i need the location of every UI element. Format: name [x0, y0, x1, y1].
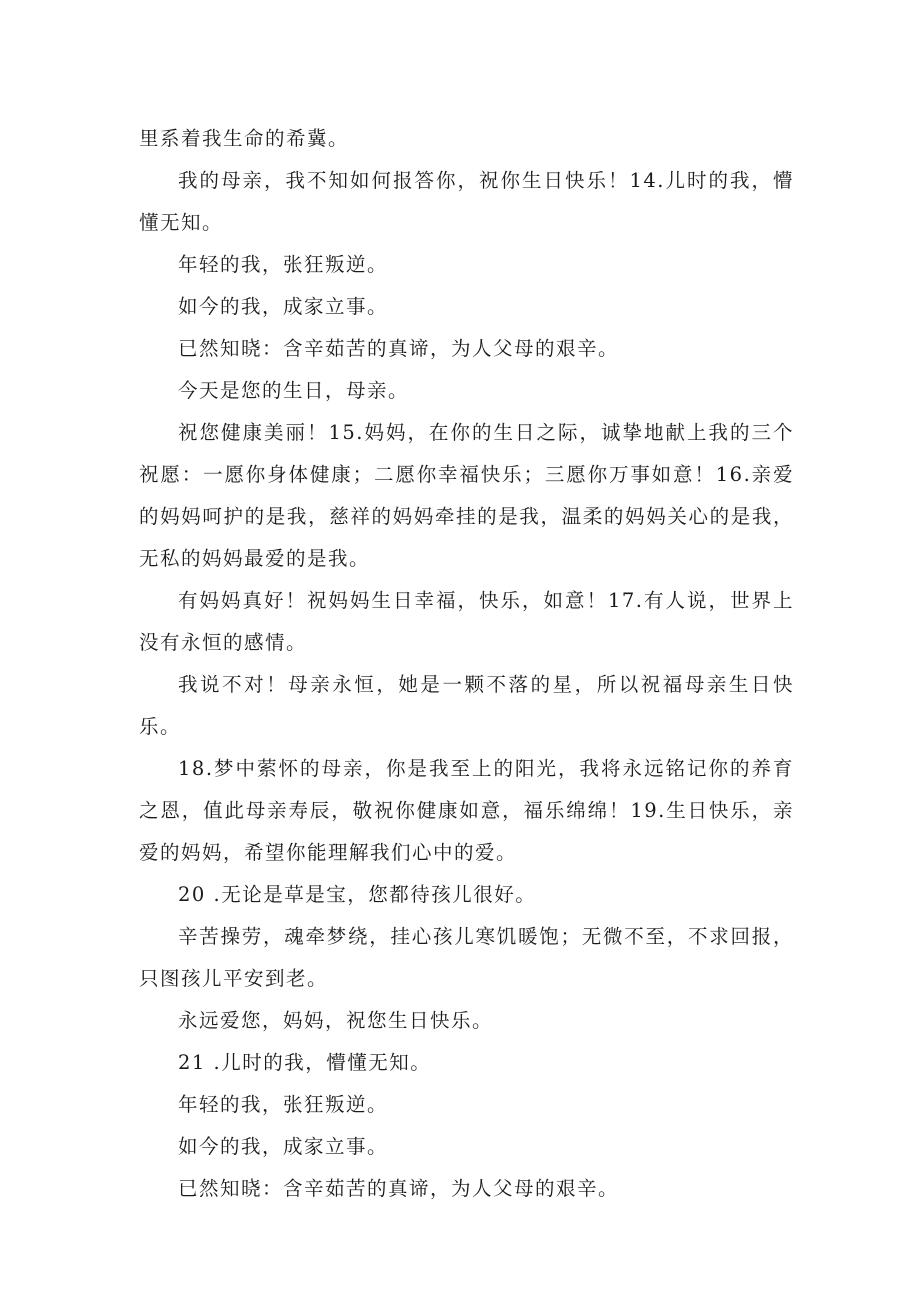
paragraph: 年轻的我，张狂叛逆。 — [178, 253, 389, 276]
paragraph: 里系着我生命的希冀。 — [139, 127, 350, 150]
paragraph: 如今的我，成家立事。 — [178, 1135, 389, 1158]
document-body — [139, 118, 794, 1210]
paragraph: 18.梦中萦怀的母亲，你是我至上的阳光，我将永远铭记你的养育之恩，值此母亲寿辰，敬祝你健康如意，福乐绵绵！19.生日快乐，亲爱的妈妈，希望你能理解我们心中的爱。 — [139, 757, 794, 864]
paragraph: 祝您健康美丽！15.妈妈，在你的生日之际，诚挚地献上我的三个祝愿：一愿你身体健康；二愿你幸福快乐；三愿你万事如意！16.亲爱的妈妈呵护的是我，慈祥的妈妈牵挂的是我，温柔的妈妈关心的是我，无私的妈妈最爱的是我。 — [139, 421, 794, 570]
paragraph: 20 .无论是草是宝，您都待孩儿很好。 — [178, 883, 537, 906]
paragraph: 年轻的我，张狂叛逆。 — [178, 1093, 389, 1116]
paragraph: 有妈妈真好！祝妈妈生日幸福，快乐，如意！17.有人说，世界上没有永恒的感情。 — [139, 589, 794, 654]
paragraph: 如今的我，成家立事。 — [178, 295, 389, 318]
paragraph: 辛苦操劳，魂牵梦绕，挂心孩儿寒饥暖饱；无微不至，不求回报，只图孩儿平安到老。 — [139, 925, 794, 990]
paragraph: 今天是您的生日，母亲。 — [178, 379, 410, 402]
paragraph: 已然知晓：含辛茹苦的真谛，为人父母的艰辛。 — [178, 1177, 620, 1200]
paragraph: 我的母亲，我不知如何报答你，祝你生日快乐！14.儿时的我，懵懂无知。 — [139, 169, 794, 234]
paragraph: 永远爱您，妈妈，祝您生日快乐。 — [178, 1009, 494, 1032]
paragraph: 我说不对！母亲永恒，她是一颗不落的星，所以祝福母亲生日快乐。 — [139, 673, 794, 738]
paragraph: 已然知晓：含辛茹苦的真谛，为人父母的艰辛。 — [178, 337, 620, 360]
paragraph: 21 .儿时的我，懵懂无知。 — [178, 1051, 432, 1074]
